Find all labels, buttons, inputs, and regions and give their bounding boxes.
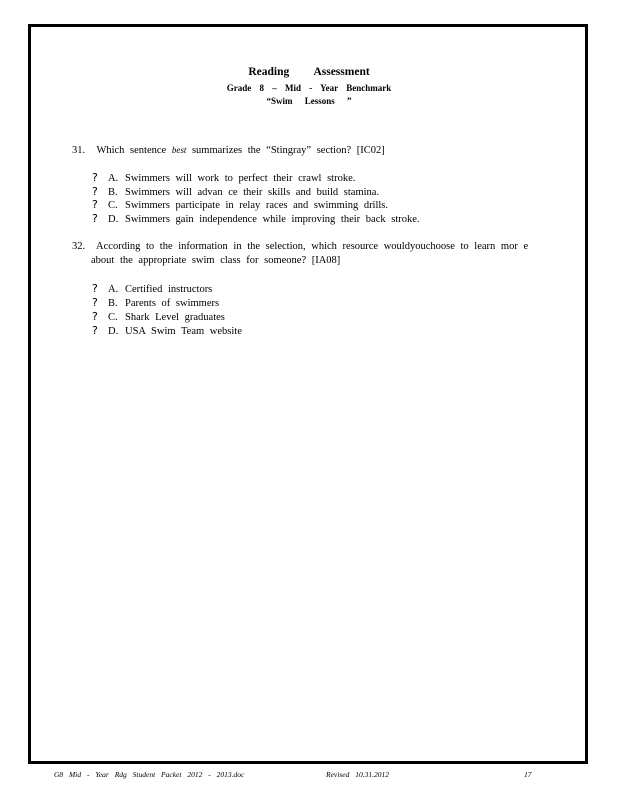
question-31-stem [72,143,385,158]
question-text-pre: Which sentence [96,145,167,156]
question-text-line1: According to the information in the selection, which resource wouldyouchoose to learn mor e [96,241,529,252]
answer-box-icon[interactable]: ? [92,185,98,198]
assessment-title: Reading Assessment [248,66,370,78]
answer-box-icon[interactable]: ? [92,296,98,309]
option-text: Swimmers will work to perfect their crawl stroke. [125,173,356,184]
q32-option-a[interactable] [92,282,212,297]
question-32-stem-line2: about the appropriate swim class for someone? [IA08] [91,255,341,266]
option-letter: D. [108,214,119,225]
option-letter: C. [108,312,118,323]
grade-line: Grade 8 – Mid - Year Benchmark [226,83,392,93]
option-text: Certified instructors [125,284,213,295]
option-letter: D. [108,326,119,337]
passage-title: “Swim Lessons ” [266,96,352,106]
question-number: 32. [72,241,86,252]
footer-filename: G8 Mid - Year Rdg Student Packet 2012 - 2013.doc [54,770,245,779]
option-text: Swimmers participate in relay races and swimming drills. [125,200,389,211]
option-letter: C. [108,200,118,211]
question-emphasis: best [171,145,187,155]
answer-box-icon[interactable]: ? [92,171,98,184]
q31-option-d[interactable] [92,212,420,227]
answer-box-icon[interactable]: ? [92,324,98,337]
answer-box-icon[interactable]: ? [92,282,98,295]
footer-revised: Revised 10.31.2012 [326,770,389,779]
footer-page-number: 17 [524,770,532,779]
q32-option-c[interactable] [92,310,225,325]
option-text: Swimmers gain independence while improving their back stroke. [125,214,420,225]
question-number: 31. [72,145,86,156]
q31-option-a[interactable] [92,171,355,186]
answer-box-icon[interactable]: ? [92,310,98,323]
option-letter: B. [108,298,118,309]
option-letter: B. [108,187,118,198]
option-text: Parents of swimmers [125,298,220,309]
q31-option-c[interactable] [92,198,388,213]
q32-option-b[interactable] [92,296,219,311]
option-text: Shark Level graduates [125,312,225,323]
option-letter: A. [108,284,119,295]
answer-box-icon[interactable]: ? [92,212,98,225]
option-text: Swimmers will advan ce their skills and build stamina. [125,187,380,198]
option-letter: A. [108,173,119,184]
question-32-stem [72,240,528,254]
q32-option-d[interactable] [92,324,242,339]
answer-box-icon[interactable]: ? [92,198,98,211]
page-border [28,24,588,764]
option-text: USA Swim Team website [125,326,242,337]
question-text-post: summarizes the “Stingray” section? [IC02] [191,145,385,156]
